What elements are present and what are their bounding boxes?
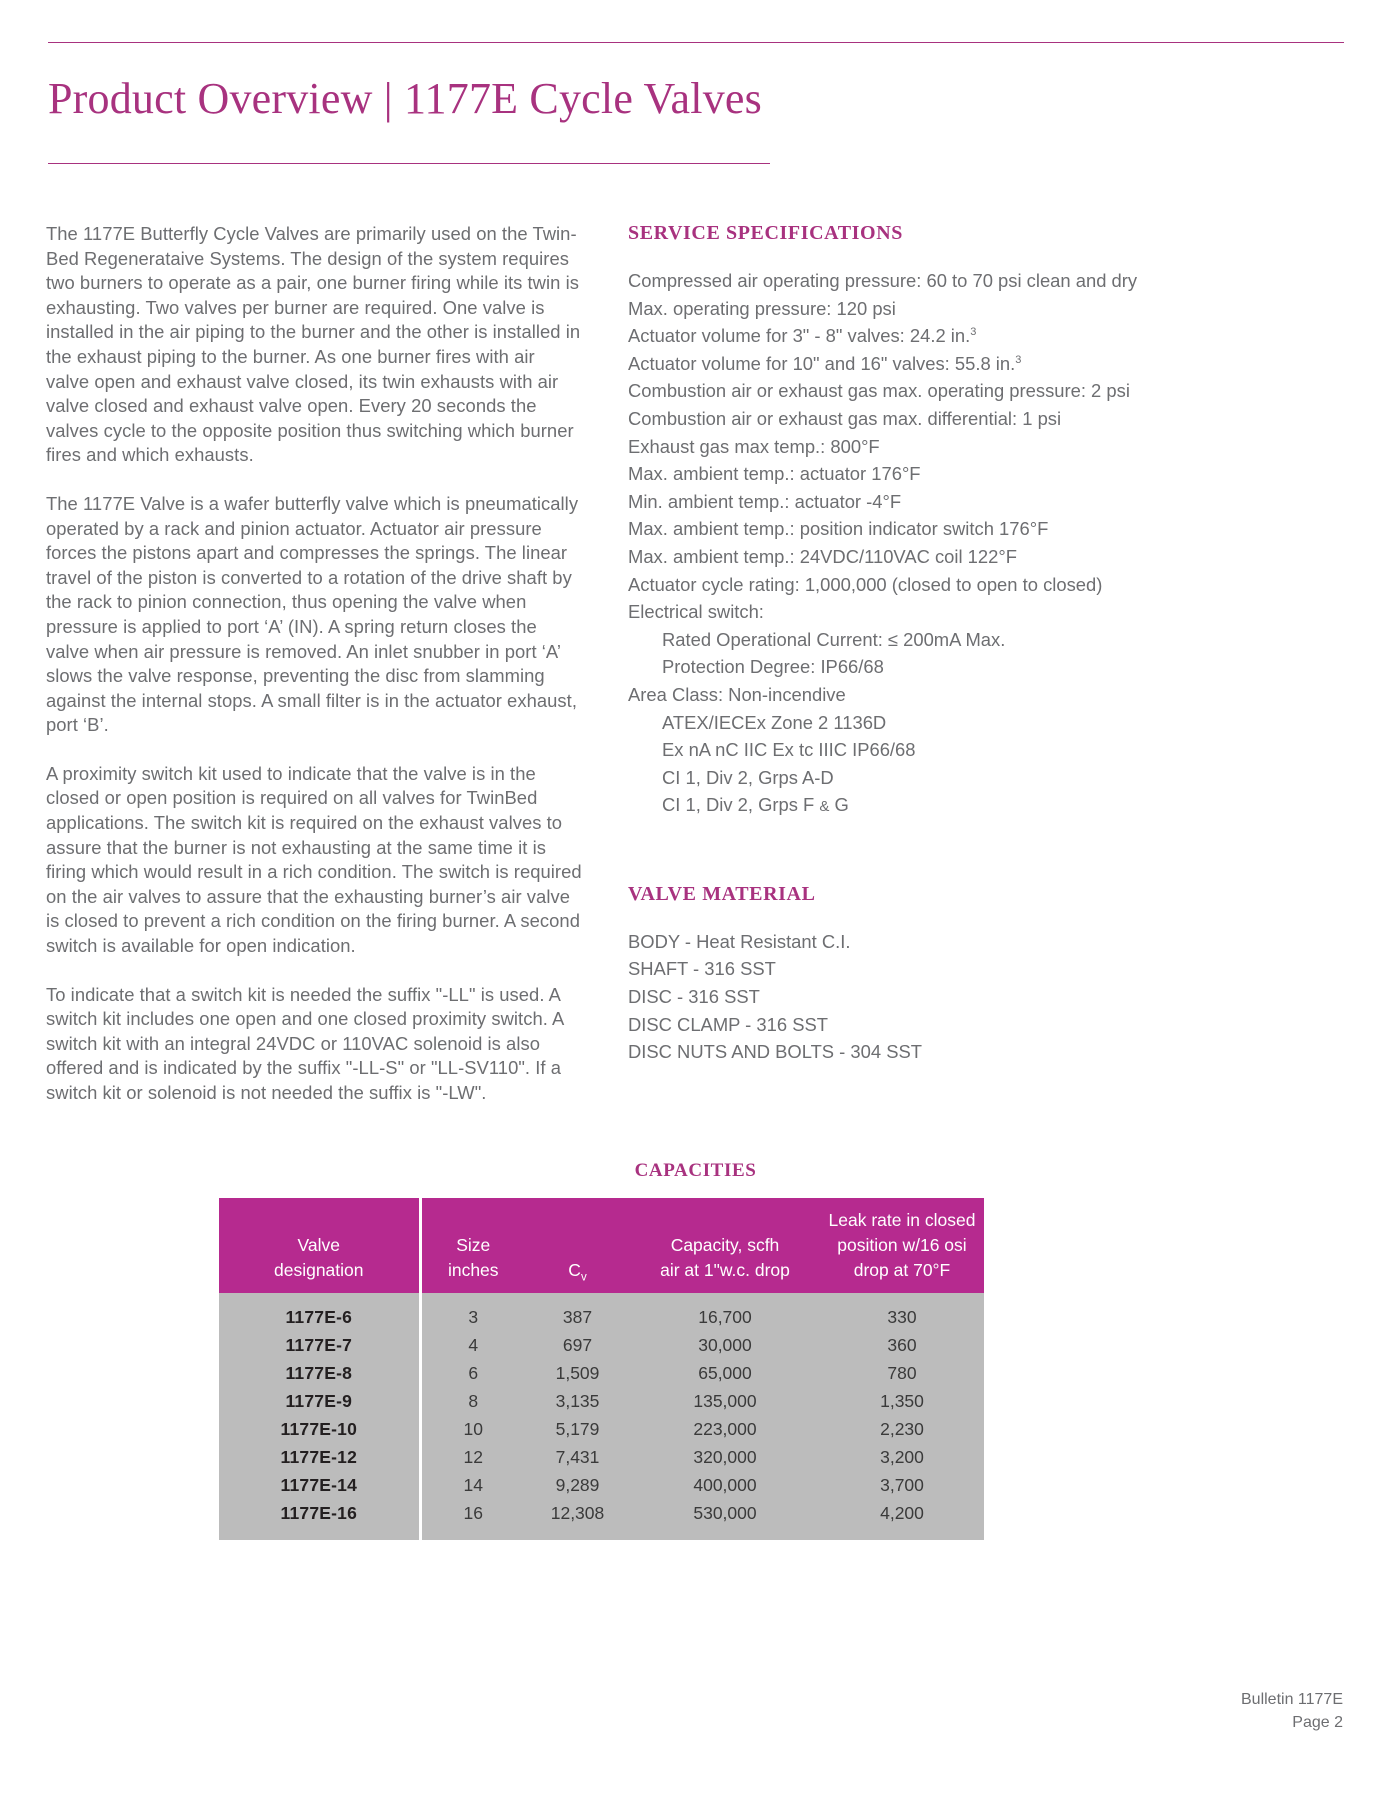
- cell-leak-rate: 780: [820, 1359, 984, 1387]
- cell-size-inches: 4: [420, 1331, 525, 1359]
- valve-material-line: DISC NUTS AND BOLTS - 304 SST: [628, 1041, 922, 1063]
- cell-leak-rate: 330: [820, 1293, 984, 1331]
- spec-line: Max. ambient temp.: position indicator switch 176°F: [628, 518, 1049, 540]
- cell-valve-designation: 1177E-7: [219, 1331, 420, 1359]
- column-header-leak-rate: Leak rate in closed position w/16 osi drop at 70°F: [820, 1198, 984, 1293]
- spec-line: Actuator cycle rating: 1,000,000 (closed to open to closed): [628, 573, 1103, 595]
- capacities-table: [219, 1198, 986, 1540]
- subscript: v: [580, 1271, 587, 1284]
- spec-line: Protection Degree: IP66/68: [662, 656, 884, 678]
- body-paragraph: The 1177E Butterfly Cycle Valves are primarily used on the Twin-Bed Regenerataive Systems. The design of the system requires two burners to operate as a pair, one burner firing while its twin is exhausting. Two valves per burner are required. One valve is installed in the air piping to the burner and the other is installed in the exhaust piping to the burner. As one burner fires with air valve open and exhaust valve closed, its twin exhausts with air valve closed and exhaust valve open. Every 20 seconds the valves cycle to the opposite position thus switching which burner fires and which exhausts.: [46, 223, 581, 466]
- table-row: [219, 1471, 984, 1499]
- spec-line: Combustion air or exhaust gas max. operating pressure: 2 psi: [628, 380, 1130, 402]
- column-header-valve-designation: Valve designation: [219, 1198, 420, 1293]
- spec-line: Min. ambient temp.: actuator -4°F: [628, 490, 902, 512]
- cell-valve-designation: 1177E-14: [219, 1471, 420, 1499]
- cell-capacity: 65,000: [630, 1359, 820, 1387]
- superscript: 3: [1015, 353, 1022, 366]
- cell-size-inches: 3: [420, 1293, 525, 1331]
- footer-bulletin: Bulletin 1177E: [1241, 1691, 1343, 1708]
- valve-material-line: DISC - 316 SST: [628, 986, 760, 1008]
- cell-cv: 3,135: [525, 1387, 630, 1415]
- column-header-cv: $C_v$: [525, 1198, 630, 1293]
- header-top-rule: [48, 42, 1344, 43]
- service-specifications-list: [628, 267, 1188, 821]
- table-row: [219, 1387, 984, 1415]
- header-bottom-rule: [48, 163, 770, 164]
- cell-valve-designation: 1177E-12: [219, 1443, 420, 1471]
- superscript: 3: [970, 326, 977, 339]
- right-spec-column: [628, 222, 1188, 1066]
- cell-cv: 387: [525, 1293, 630, 1331]
- cell-capacity: 320,000: [630, 1443, 820, 1471]
- spec-line: Max. ambient temp.: actuator 176°F: [628, 463, 921, 485]
- spec-line: CI 1, Div 2, Grps A-D: [662, 766, 834, 788]
- spec-line: Combustion air or exhaust gas max. differential: 1 psi: [628, 407, 1062, 429]
- spec-line: CI 1, Div 2, Grps F & G: [662, 794, 849, 816]
- spec-line: Actuator volume for 10" and 16" valves: 55.8 in.$^3$: [628, 352, 1022, 374]
- cell-capacity: 400,000: [630, 1471, 820, 1499]
- cell-size-inches: 8: [420, 1387, 525, 1415]
- spec-line: Ex nA nC IIC Ex tc IIIC IP66/68: [662, 739, 916, 761]
- spec-line: Rated Operational Current: ≤ 200mA Max.: [662, 628, 1006, 650]
- valve-material-line: DISC CLAMP - 316 SST: [628, 1013, 828, 1035]
- cell-leak-rate: 2,230: [820, 1415, 984, 1443]
- spec-line: Electrical switch:: [628, 601, 764, 623]
- cell-size-inches: 16: [420, 1499, 525, 1540]
- capacities-title: CAPACITIES: [634, 1160, 757, 1181]
- cell-leak-rate: 360: [820, 1331, 984, 1359]
- valve-material-heading: VALVE MATERIAL: [628, 882, 816, 905]
- cell-leak-rate: 4,200: [820, 1499, 984, 1540]
- cell-capacity: 30,000: [630, 1331, 820, 1359]
- cell-cv: 9,289: [525, 1471, 630, 1499]
- valve-material-line: SHAFT - 316 SST: [628, 958, 776, 980]
- cell-size-inches: 6: [420, 1359, 525, 1387]
- table-row: [219, 1443, 984, 1471]
- spec-line: ATEX/IECEx Zone 2 1136D: [662, 711, 887, 733]
- left-text-column: [46, 222, 582, 1130]
- spec-line: Max. ambient temp.: 24VDC/110VAC coil 122°F: [628, 545, 1017, 567]
- spec-line: Exhaust gas max temp.: 800°F: [628, 435, 880, 457]
- column-header-size-inches: Size inches: [420, 1198, 525, 1293]
- cell-cv: 697: [525, 1331, 630, 1359]
- cell-leak-rate: 3,200: [820, 1443, 984, 1471]
- cell-capacity: 223,000: [630, 1415, 820, 1443]
- table-row: [219, 1359, 984, 1387]
- table-row: [219, 1499, 984, 1540]
- cell-valve-designation: 1177E-10: [219, 1415, 420, 1443]
- spec-line: Compressed air operating pressure: 60 to 70 psi clean and dry: [628, 270, 1138, 291]
- footer-page-number: Page 2: [1292, 1714, 1343, 1731]
- body-paragraph: To indicate that a switch kit is needed the suffix "-LL" is used. A switch kit includes one open and one closed proximity switch. A switch kit with an integral 24VDC or 110VAC solenoid is also offered and is indicated by the suffix "-LL-S" or "LL-SV110". If a switch kit or solenoid is not needed the suffix is "-LW".: [46, 983, 564, 1103]
- table-row: [219, 1293, 984, 1331]
- cell-valve-designation: 1177E-6: [219, 1293, 420, 1331]
- table-row: [219, 1331, 984, 1359]
- cell-valve-designation: 1177E-16: [219, 1499, 420, 1540]
- cell-capacity: 16,700: [630, 1293, 820, 1331]
- capacities-table-wrapper: [219, 1198, 984, 1540]
- cell-cv: 7,431: [525, 1443, 630, 1471]
- cell-size-inches: 10: [420, 1415, 525, 1443]
- body-paragraph: A proximity switch kit used to indicate that the valve is in the closed or open position is required on all valves for TwinBed applications. The switch kit is required on the exhaust valves to assure that the burner is not exhausting at the same time it is firing which would result in a rich condition. The switch is required on the air valves to assure that the exhausting burner’s air valve is closed to prevent a rich condition on the firing burner. A second switch is available for open indication.: [46, 762, 582, 957]
- cell-size-inches: 12: [420, 1443, 525, 1471]
- cell-size-inches: 14: [420, 1471, 525, 1499]
- table-header-row: [219, 1198, 984, 1293]
- spec-line: Max. operating pressure: 120 psi: [628, 297, 896, 319]
- cell-cv: 1,509: [525, 1359, 630, 1387]
- cell-leak-rate: 1,350: [820, 1387, 984, 1415]
- cell-leak-rate: 3,700: [820, 1471, 984, 1499]
- cell-cv: 5,179: [525, 1415, 630, 1443]
- page-title: Product Overview | 1177E Cycle Valves: [48, 74, 762, 123]
- capacities-table-body: [219, 1293, 984, 1540]
- valve-material-list: [628, 928, 1188, 1066]
- valve-material-line: BODY - Heat Resistant C.I.: [628, 930, 851, 952]
- table-row: [219, 1415, 984, 1443]
- service-specifications-heading: SERVICE SPECIFICATIONS: [628, 222, 903, 244]
- body-paragraph: The 1177E Valve is a wafer butterfly valve which is pneumatically operated by a rack and pinion actuator. Actuator air pressure forces the pistons apart and compresses the springs. The linear travel of the piston is converted to a rotation of the drive shaft by the rack to pinion connection, thus opening the valve when pressure is applied to port ‘A’ (IN). A spring return closes the valve when air pressure is removed. An inlet snubber in port ‘A’ slows the valve response, preventing the disc from slamming against the internal stops. A small filter is in the actuator exhaust, port ‘B’.: [46, 492, 579, 736]
- cell-capacity: 135,000: [630, 1387, 820, 1415]
- column-header-capacity: Capacity, scfh air at 1"w.c. drop: [630, 1198, 820, 1293]
- cell-cv: 12,308: [525, 1499, 630, 1540]
- cell-capacity: 530,000: [630, 1499, 820, 1540]
- cell-valve-designation: 1177E-9: [219, 1387, 420, 1415]
- page-footer: [1241, 1688, 1343, 1734]
- spec-line: Actuator volume for 3" - 8" valves: 24.2 in.$^3$: [628, 325, 977, 347]
- spec-line: Area Class: Non-incendive: [628, 683, 846, 705]
- cell-valve-designation: 1177E-8: [219, 1359, 420, 1387]
